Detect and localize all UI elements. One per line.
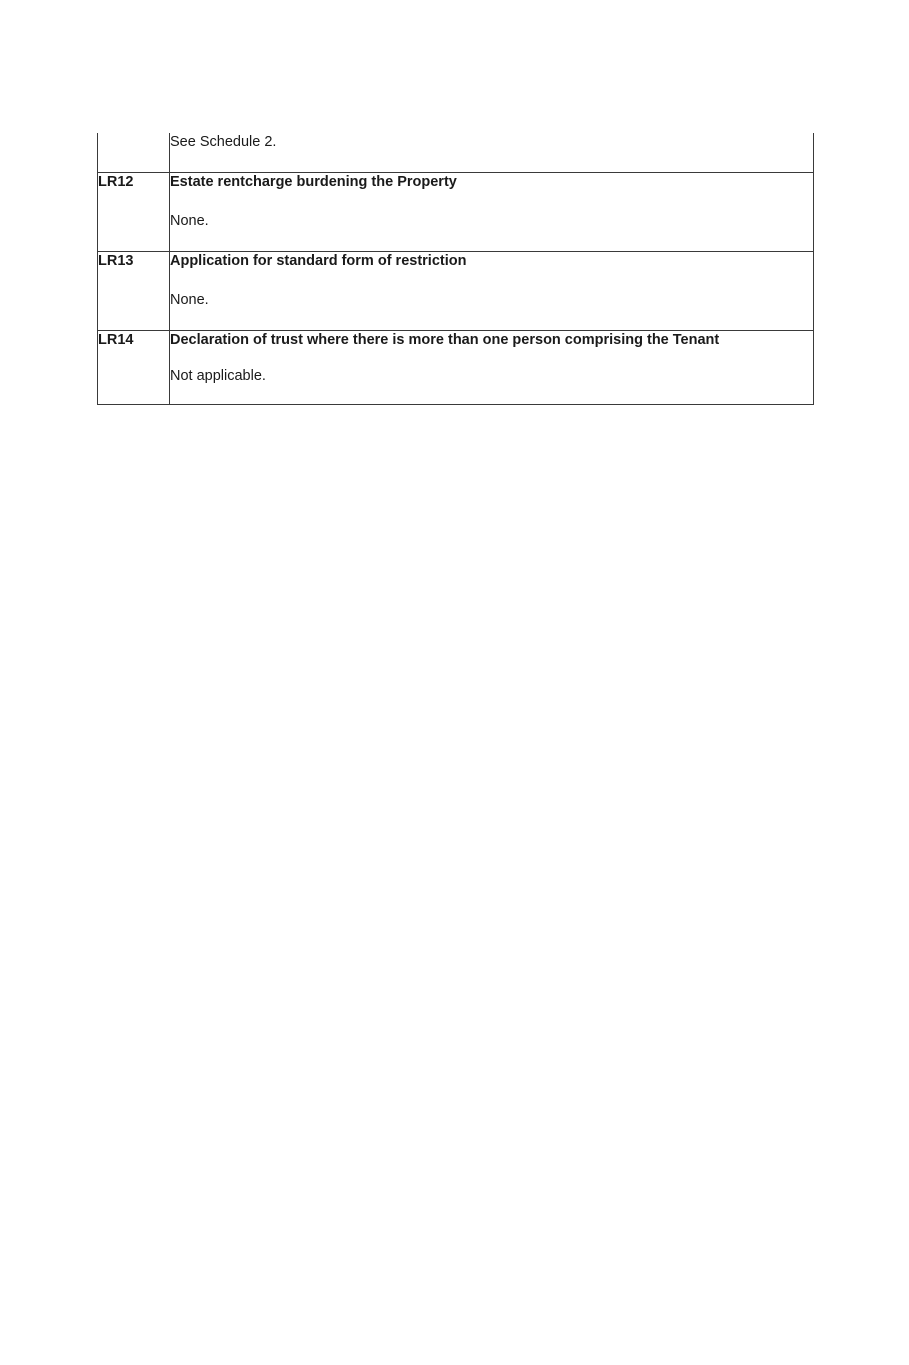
prescribed-clauses-table — [97, 133, 814, 405]
clause-code-cell — [98, 173, 170, 252]
table-row-lr13 — [98, 252, 814, 331]
clause-code-cell — [98, 331, 170, 405]
table-row-lr14 — [98, 331, 814, 405]
clause-content-cell — [170, 252, 814, 331]
clause-code: LR12 — [98, 174, 134, 190]
clause-heading: Declaration of trust where there is more than one person comprising the Tenant — [170, 332, 720, 348]
clause-heading: Estate rentcharge burdening the Property — [170, 174, 457, 190]
clause-content-cell — [170, 173, 814, 252]
clause-code: LR13 — [98, 253, 134, 269]
clause-heading: Application for standard form of restriction — [170, 253, 467, 269]
clause-code: LR14 — [98, 332, 134, 348]
clause-body: None. — [170, 213, 209, 229]
clause-body: Not applicable. — [170, 368, 266, 384]
clause-code-cell — [98, 252, 170, 331]
clause-body: None. — [170, 292, 209, 308]
clause-body: See Schedule 2. — [170, 134, 277, 150]
clause-code-cell — [98, 133, 170, 173]
clause-content-cell — [170, 133, 814, 173]
clause-content-cell — [170, 331, 814, 405]
table-row-continuation — [98, 133, 814, 173]
clause-code — [98, 133, 169, 134]
table-row-lr12 — [98, 173, 814, 252]
